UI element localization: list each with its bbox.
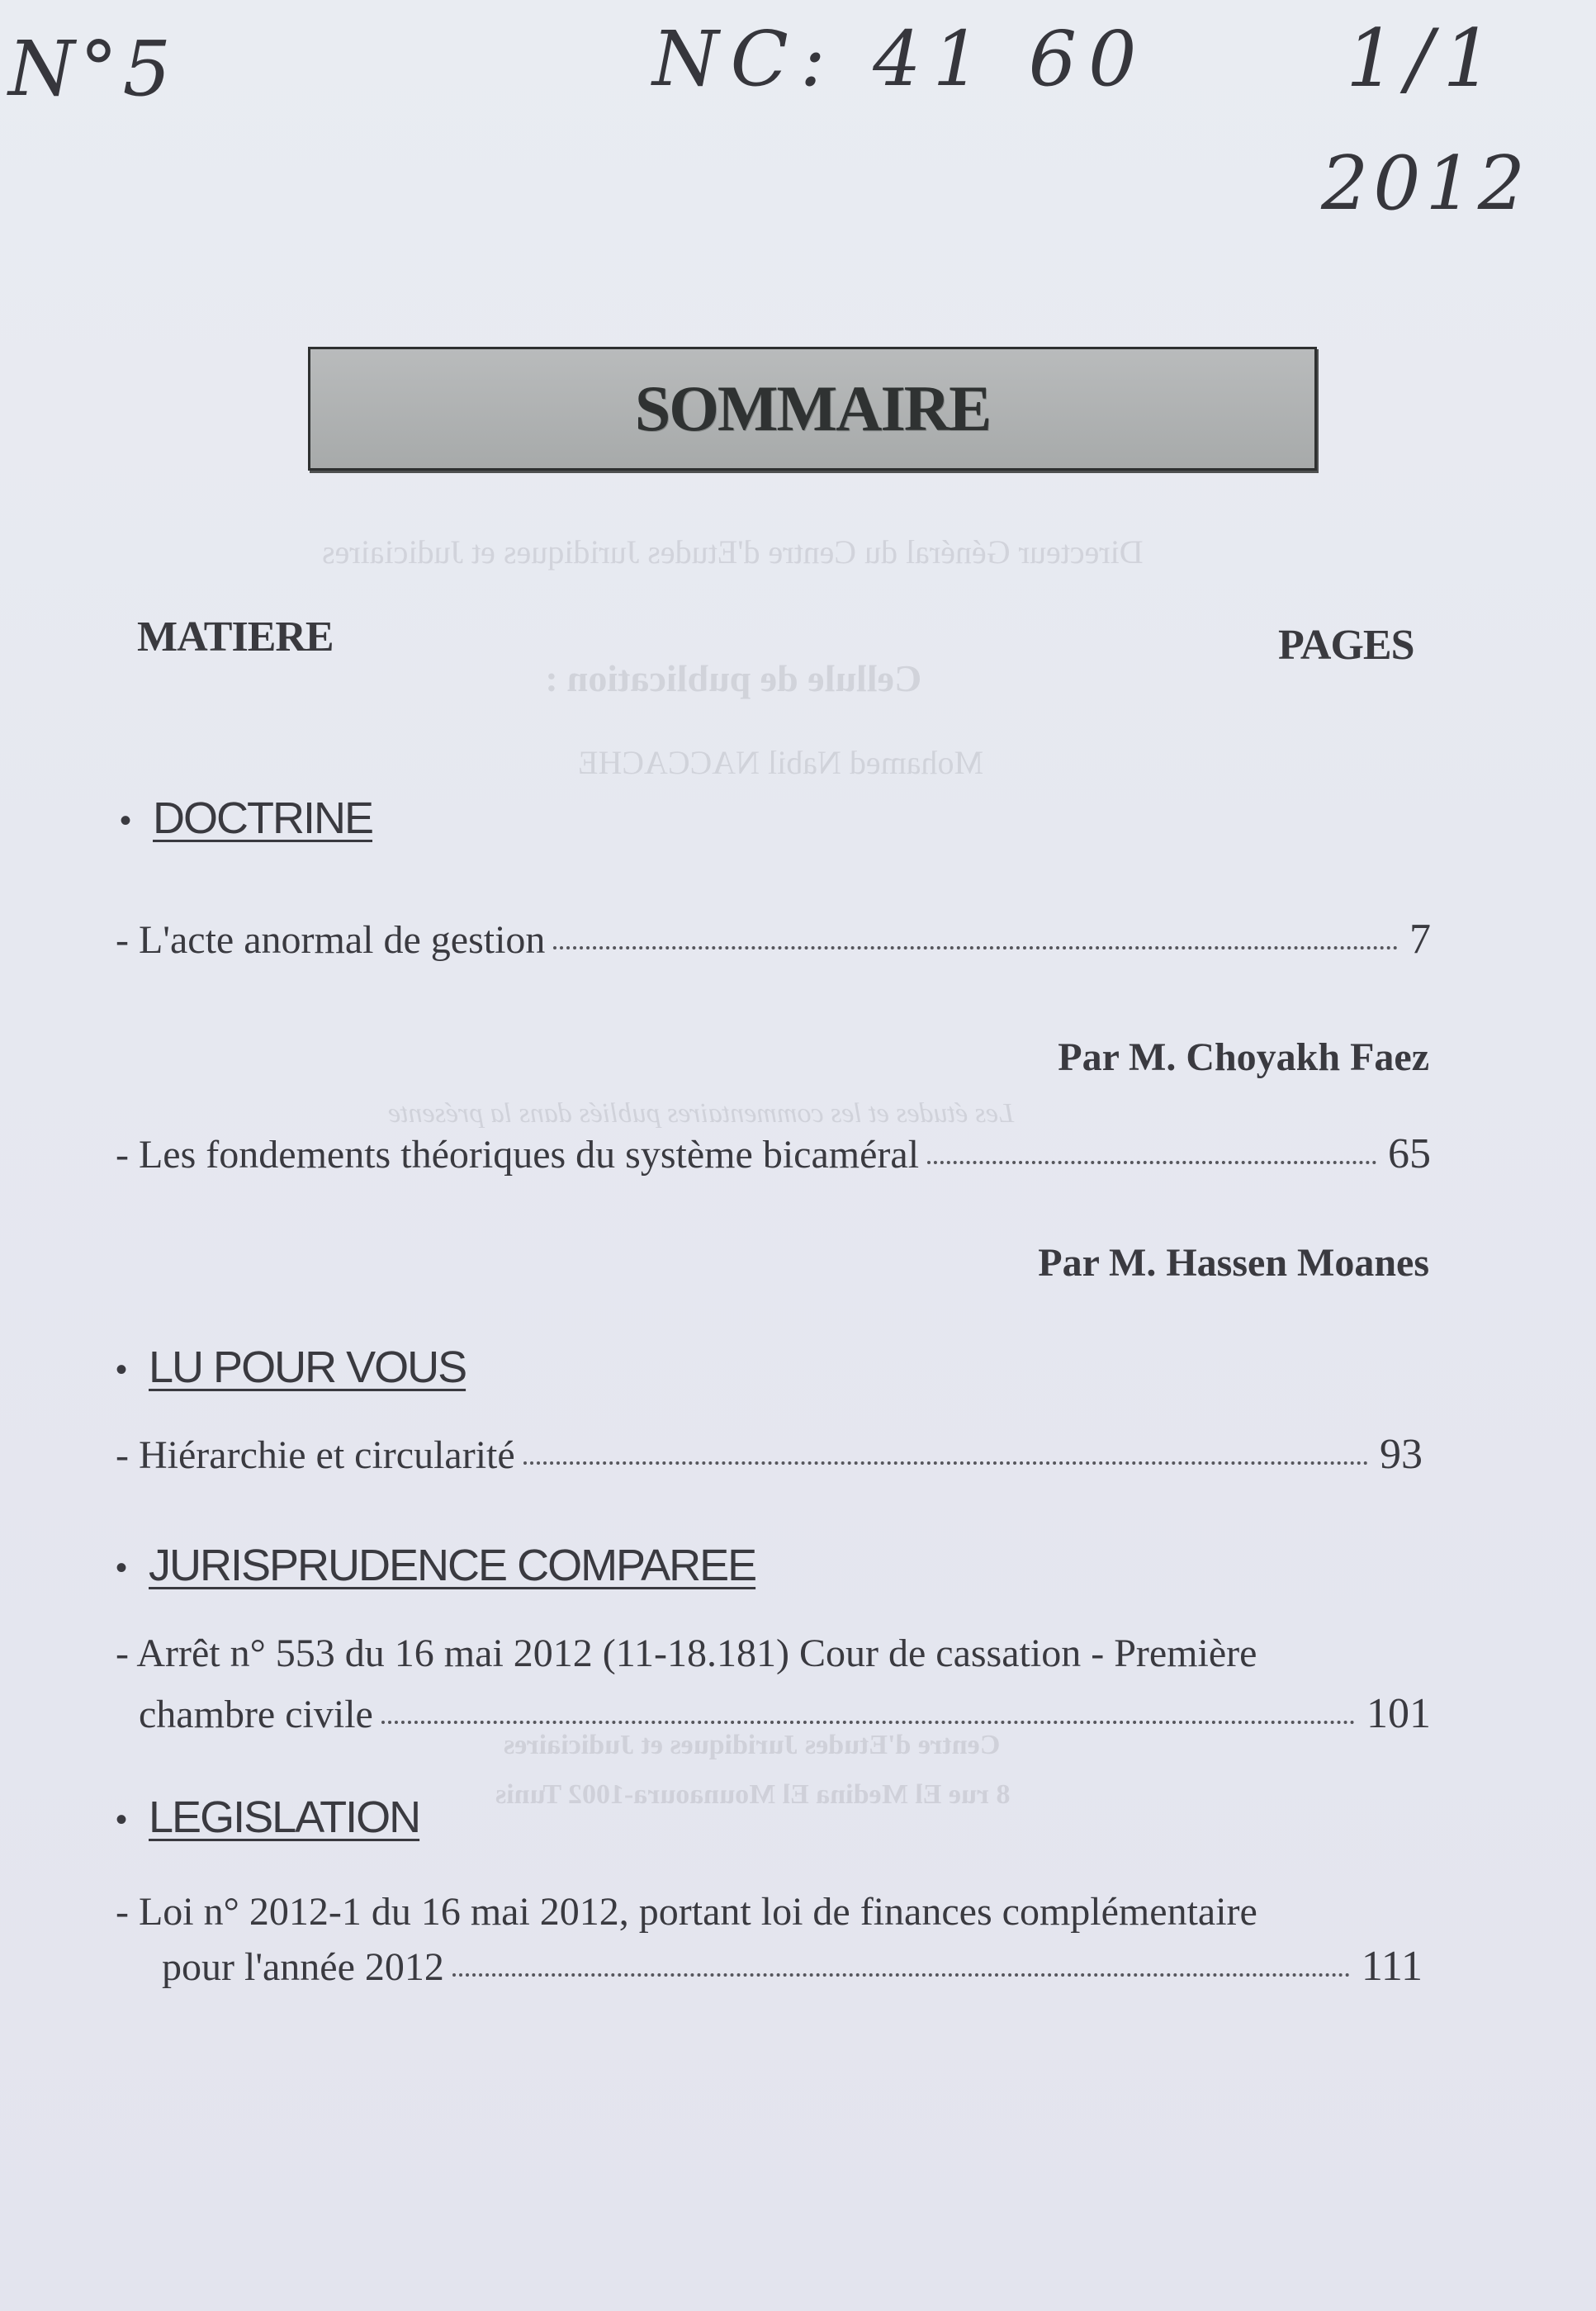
- entry-page: 65: [1388, 1130, 1431, 1177]
- handwritten-issue-number: N°5: [8, 25, 177, 113]
- handwritten-date: 1/1: [1346, 12, 1504, 105]
- entry-page: 101: [1366, 1690, 1431, 1737]
- showthrough-text: Les études et les commentaires publiés dans la présente: [388, 1098, 1014, 1129]
- bullet-icon: •: [116, 1802, 126, 1839]
- section-heading: LU POUR VOUS: [149, 1343, 466, 1392]
- toc-entry: [162, 1942, 1423, 1991]
- entry-author: Par M. Hassen Moanes: [1038, 1241, 1429, 1285]
- section-jurisprudence-comparee: [116, 1540, 755, 1591]
- column-heading-matiere: MATIERE: [137, 613, 334, 661]
- toc-entry: [116, 1129, 1431, 1178]
- section-heading: JURISPRUDENCE COMPAREE: [149, 1541, 756, 1590]
- entry-title-line1: - Arrêt n° 553 du 16 mai 2012 (11-18.181) Cour de cassation - Première: [116, 1631, 1257, 1675]
- showthrough-text: Mohamed Nabil NACCACHE: [578, 744, 984, 781]
- dot-leader: [553, 946, 1398, 949]
- entry-author: Par M. Choyakh Faez: [1058, 1035, 1429, 1079]
- section-lu-pour-vous: [116, 1342, 466, 1393]
- bullet-icon: •: [120, 803, 130, 840]
- toc-entry: [116, 1430, 1423, 1479]
- toc-entry: [139, 1689, 1431, 1738]
- entry-title: - Les fondements théoriques du système bicaméral: [116, 1133, 920, 1177]
- showthrough-text: 8 rue El Medina El Mounaoura-1002 Tunis: [495, 1779, 1011, 1810]
- section-heading: LEGISLATION: [149, 1792, 420, 1842]
- entry-page: 7: [1409, 916, 1431, 963]
- entry-title: - L'acte anormal de gestion: [116, 918, 546, 962]
- column-heading-pages: PAGES: [1278, 622, 1414, 669]
- entry-title-line2: pour l'année 2012: [162, 1945, 444, 1989]
- page-title: SOMMAIRE: [634, 372, 991, 444]
- section-doctrine: [120, 793, 372, 844]
- dot-leader: [452, 1973, 1350, 1977]
- section-heading: DOCTRINE: [153, 793, 373, 843]
- showthrough-text: Cellule de publication :: [545, 657, 922, 699]
- entry-page: 111: [1361, 1943, 1423, 1990]
- entry-title: - Hiérarchie et circularité: [116, 1433, 515, 1477]
- entry-title-line1: - Loi n° 2012-1 du 16 mai 2012, portant loi de finances complémentaire: [116, 1890, 1257, 1934]
- showthrough-text: Centre d'Etudes Juridiques et Judiciaires: [504, 1730, 1001, 1760]
- toc-entry: [116, 915, 1431, 964]
- dot-leader: [927, 1161, 1376, 1164]
- title-box: [308, 347, 1317, 471]
- dot-leader: [523, 1461, 1368, 1465]
- entry-title-line2: chambre civile: [139, 1693, 373, 1736]
- bullet-icon: •: [116, 1352, 126, 1389]
- bullet-icon: •: [116, 1550, 126, 1587]
- section-legislation: [116, 1792, 419, 1843]
- showthrough-text: Directeur Général du Centre d'Etudes Juridiques et Judiciaires: [322, 533, 1144, 571]
- entry-page: 93: [1380, 1431, 1423, 1478]
- handwritten-year: 2012: [1321, 140, 1531, 227]
- handwritten-nc-number: NC: 41 60: [652, 15, 1148, 103]
- dot-leader: [381, 1721, 1355, 1724]
